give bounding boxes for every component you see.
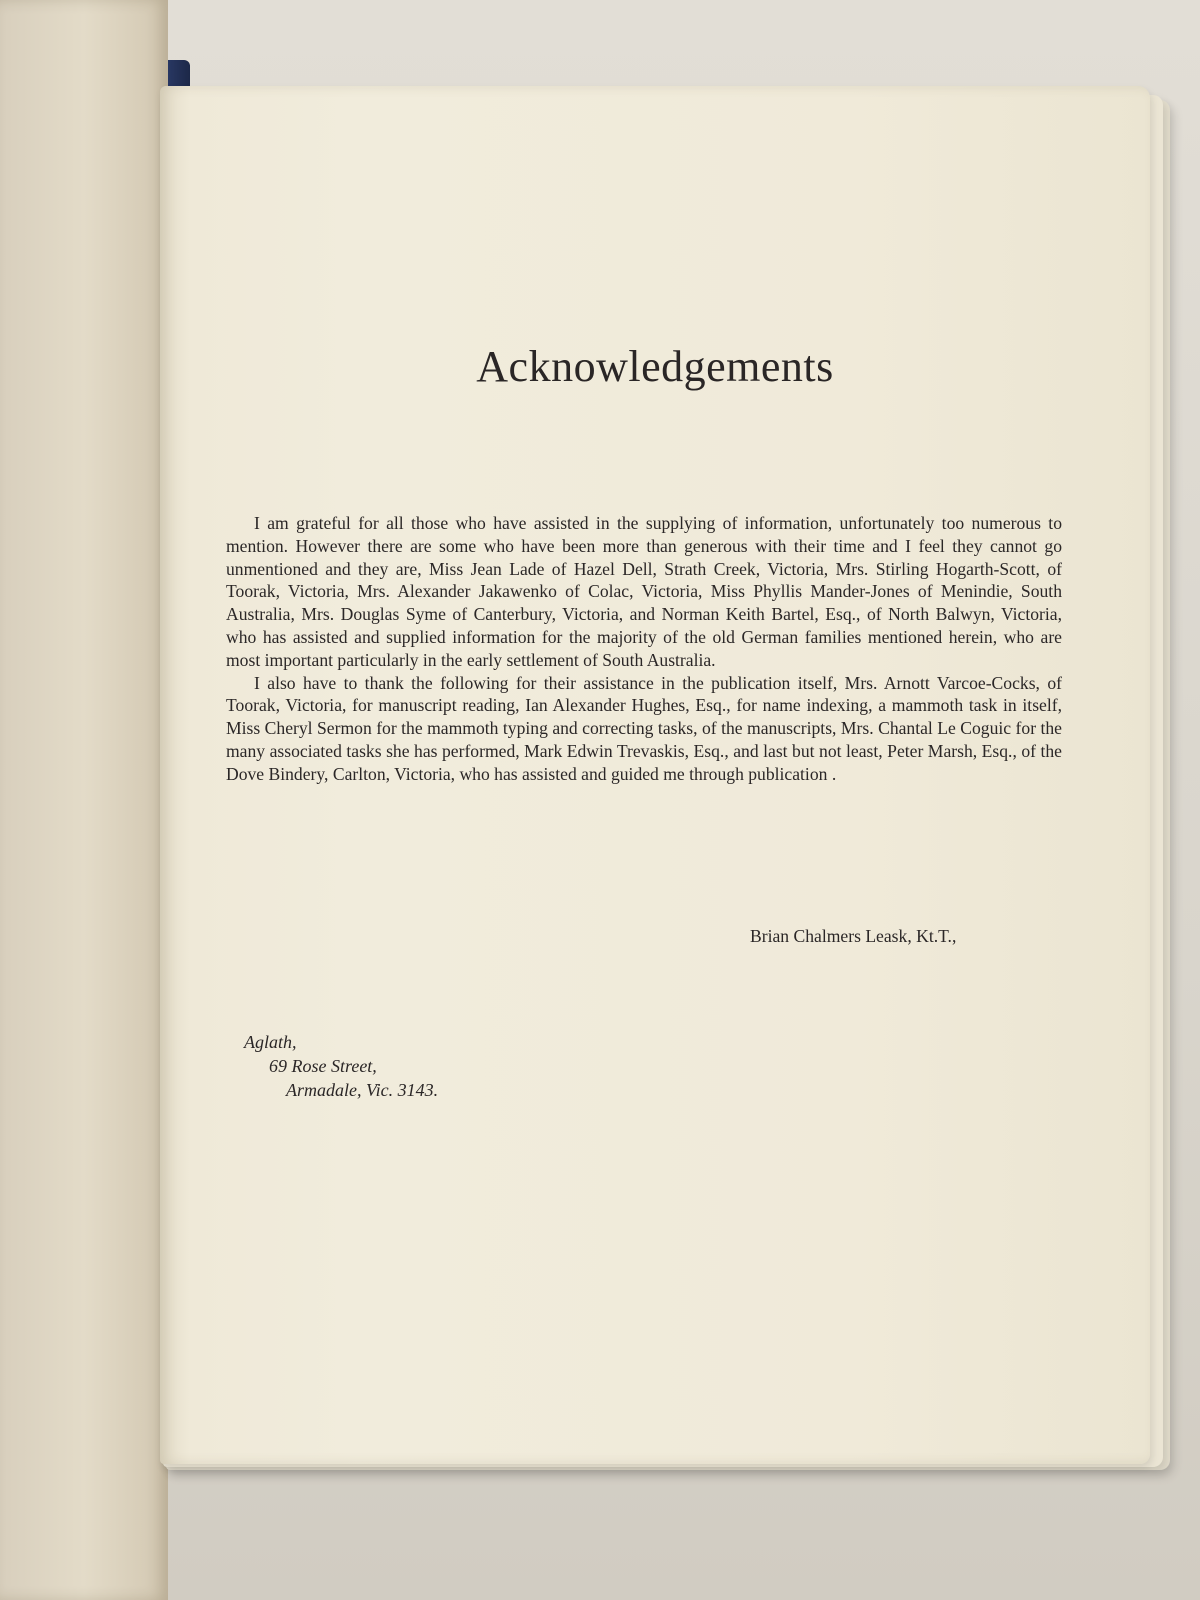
acknowledgements-page bbox=[160, 86, 1150, 1464]
address-line: 69 Rose Street, bbox=[269, 1056, 377, 1076]
page-title: Acknowledgements bbox=[476, 342, 834, 391]
left-page bbox=[0, 0, 168, 1600]
paragraph: I also have to thank the following for their assistance in the publication itself, Mrs. Arnott Varcoe-Cocks, of Toorak, Victoria, for manuscript reading, Ian Alexander Hughes, Esq., for name indexing, a mammoth task in itself, Miss Cheryl Sermon for the mammoth typing and correcting tasks, of the manuscripts, Mrs. Chantal Le Coguic for the many associated tasks she has performed, Mark Edwin Trevaskis, Esq., and last but not least, Peter Marsh, Esq., of the Dove Bindery, Carlton, Victoria, who has assisted and guided me through publication . bbox=[226, 672, 1062, 784]
body-text bbox=[226, 512, 1062, 786]
author-signature: Brian Chalmers Leask, Kt.T., bbox=[750, 926, 957, 946]
address-line: Aglath, bbox=[244, 1032, 297, 1052]
paragraph: I am grateful for all those who have assisted in the supplying of information, unfortunately too numerous to mention. However there are some who have been more than generous with their time and I feel they cannot go unmentioned and they are, Miss Jean Lade of Hazel Dell, Strath Creek, Victoria, Mrs. Stirling Hogarth-Scott, of Toorak, Victoria, Mrs. Alexander Jakawenko of Colac, Victoria, Miss Phyllis Mander-Jones of Menindie, South Australia, Mrs. Douglas Syme of Canterbury, Victoria, and Norman Keith Bartel, Esq., of North Balwyn, Victoria, who has assisted and supplied information for the majority of the old German families mentioned herein, who are most important particularly in the early settlement of South Australia. bbox=[226, 513, 1062, 670]
address-line: Armadale, Vic. 3143. bbox=[286, 1080, 439, 1100]
author-address bbox=[244, 1030, 438, 1102]
